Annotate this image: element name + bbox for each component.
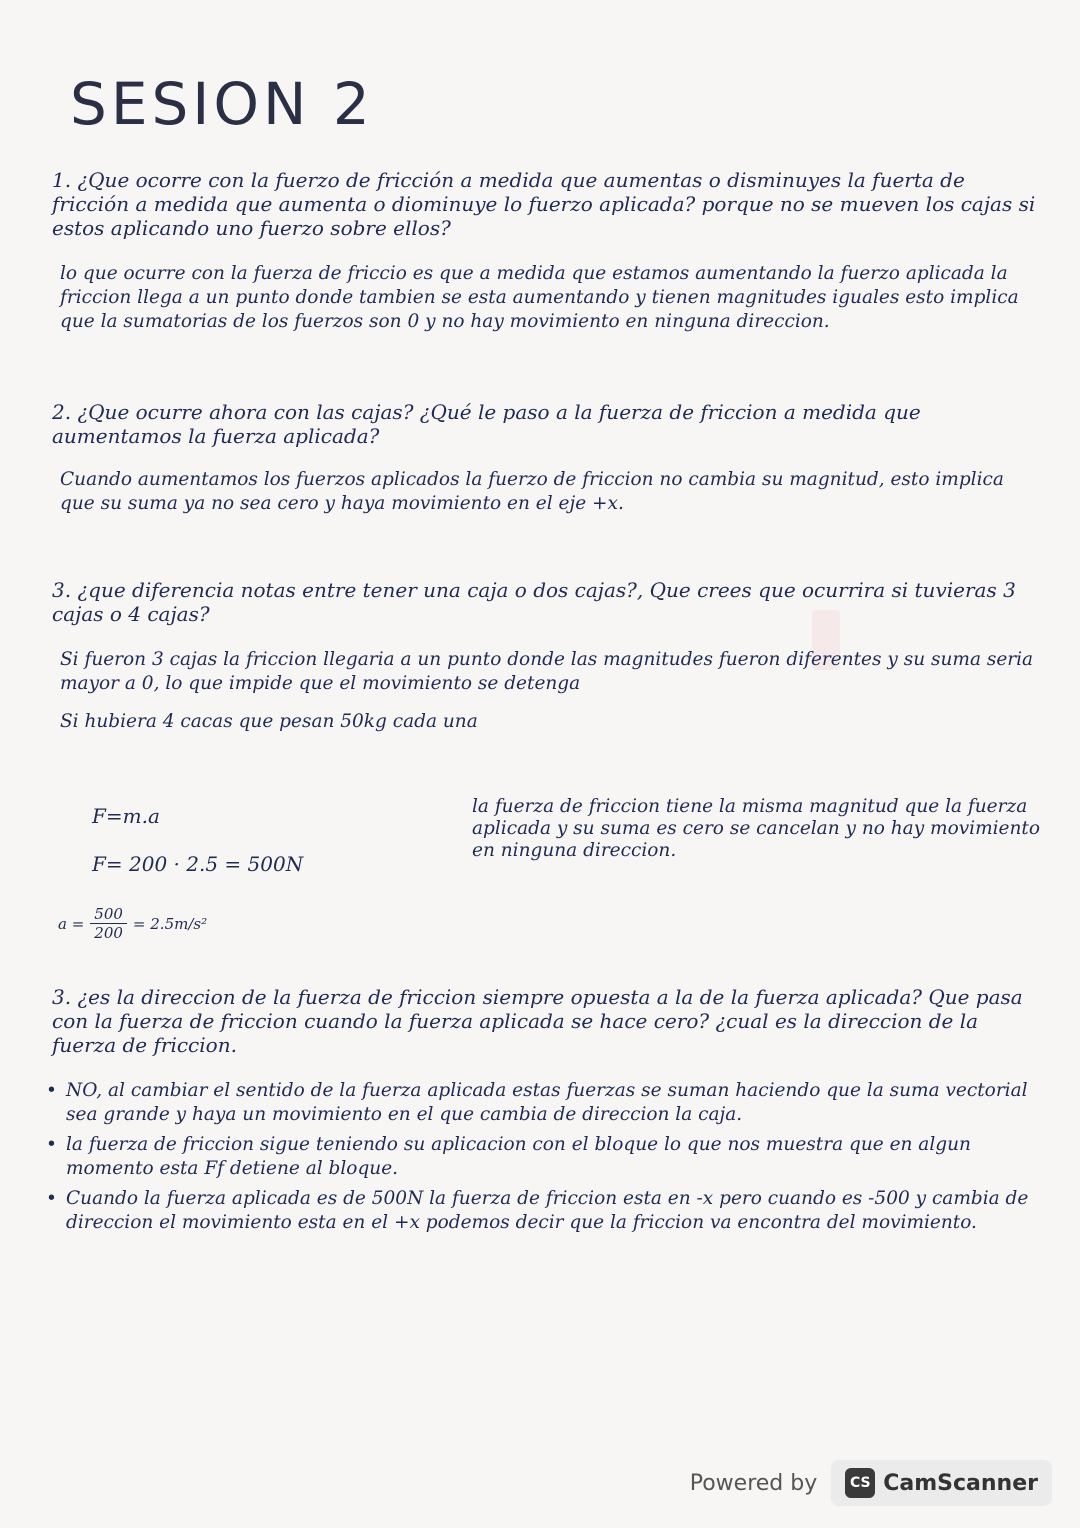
question-3-text: 3. ¿que diferencia notas entre tener una caja o dos cajas?, Que crees que ocurrira si tuvieras 3 cajas o 4 cajas? bbox=[52, 578, 1016, 626]
bullet-text: Cuando la fuerza aplicada es de 500N la fuerza de friccion esta en -x pero cuando es -500 y cambia de direccion el movimiento esta en el +x podemos decir que la friccion va encontra del movimiento. bbox=[66, 1188, 1029, 1233]
acceleration-fraction bbox=[58, 905, 207, 942]
watermark-footer bbox=[690, 1460, 1052, 1506]
fraction-denominator: 200 bbox=[94, 924, 123, 942]
question-2-block bbox=[52, 400, 1042, 516]
question-1-text: 1. ¿Que ocorre con la fuerzo de fricción a medida que aumentas o disminuyes la fuerta de fricción a medida que aumenta o diominuye lo fuerzo aplicada? porque no se mueven los cajas si estos aplicando uno fuerzo sobre ellos? bbox=[52, 168, 1036, 240]
answer-3-boxes-text: Si hubiera 4 cacas que pesan 50kg cada una bbox=[60, 711, 478, 732]
question-1-block bbox=[52, 168, 1042, 334]
bullet-text: la fuerza de friccion sigue teniendo su aplicacion con el bloque lo que nos muestra que en algun momento esta Ff detiene al bloque. bbox=[66, 1134, 971, 1179]
answer-2-text: Cuando aumentamos los fuerzos aplicados la fuerzo de friccion no cambia su magnitud, esto implica que su suma ya no sea cero y haya movimiento en el eje +x. bbox=[60, 469, 1004, 514]
side-note: la fuerza de friccion tiene la misma magnitud que la fuerza aplicada y su suma es cero se cancelan y no hay movimiento en ninguna direccion. bbox=[472, 796, 1040, 861]
bullet-icon: • bbox=[46, 1188, 57, 1209]
equation-force: F= 200 · 2.5 = 500N bbox=[92, 852, 304, 876]
question-4-text: 3. ¿es la direccion de la fuerza de friccion siempre opuesta a la de la fuerza aplicada? Que pasa con la fuerza de friccion cuando la fuerza aplicada se hace cero? ¿cual es la direccion de la fuerza de friccion. bbox=[52, 985, 1023, 1057]
fraction-result: = 2.5m/s² bbox=[132, 914, 208, 933]
fraction-numerator: 500 bbox=[90, 905, 127, 924]
camscanner-name: CamScanner bbox=[883, 1470, 1038, 1496]
answer-3-text: Si fueron 3 cajas la friccion llegaria a un punto donde las magnitudes fueron diferentes y su suma seria mayor a 0, lo que impide que el movimiento se detenga bbox=[60, 649, 1034, 694]
answer-4-bullet bbox=[46, 1133, 1042, 1181]
question-4-block bbox=[46, 985, 1042, 1241]
bullet-icon: • bbox=[46, 1134, 57, 1155]
equation-newton: F=m.a bbox=[92, 804, 160, 828]
fraction-prefix: a = bbox=[58, 914, 85, 933]
answer-1-text: lo que ocurre con la fuerza de friccio es que a medida que estamos aumentando la fuerzo aplicada la friccion llega a un punto donde tambien se esta aumentando y tienen magnitudes iguales esto implica que la sumatorias de los fuerzos son 0 y no hay movimiento en ninguna direccion. bbox=[60, 263, 1019, 332]
question-3-block bbox=[52, 578, 1042, 734]
camscanner-logo bbox=[831, 1460, 1052, 1506]
camscanner-icon: CS bbox=[845, 1468, 875, 1498]
bullet-text: NO, al cambiar el sentido de la fuerza aplicada estas fuerzas se suman haciendo que la suma vectorial sea grande y haya un movimiento en el que cambia de direccion la caja. bbox=[66, 1080, 1028, 1125]
page-title: SESION 2 bbox=[70, 70, 374, 138]
powered-by-text: Powered by bbox=[689, 1470, 818, 1496]
answer-4-bullet bbox=[46, 1187, 1042, 1235]
bullet-icon: • bbox=[46, 1080, 57, 1101]
answer-4-bullet bbox=[46, 1079, 1042, 1127]
question-2-text: 2. ¿Que ocurre ahora con las cajas? ¿Qué le paso a la fuerza de friccion a medida que aumentamos la fuerza aplicada? bbox=[52, 400, 921, 448]
